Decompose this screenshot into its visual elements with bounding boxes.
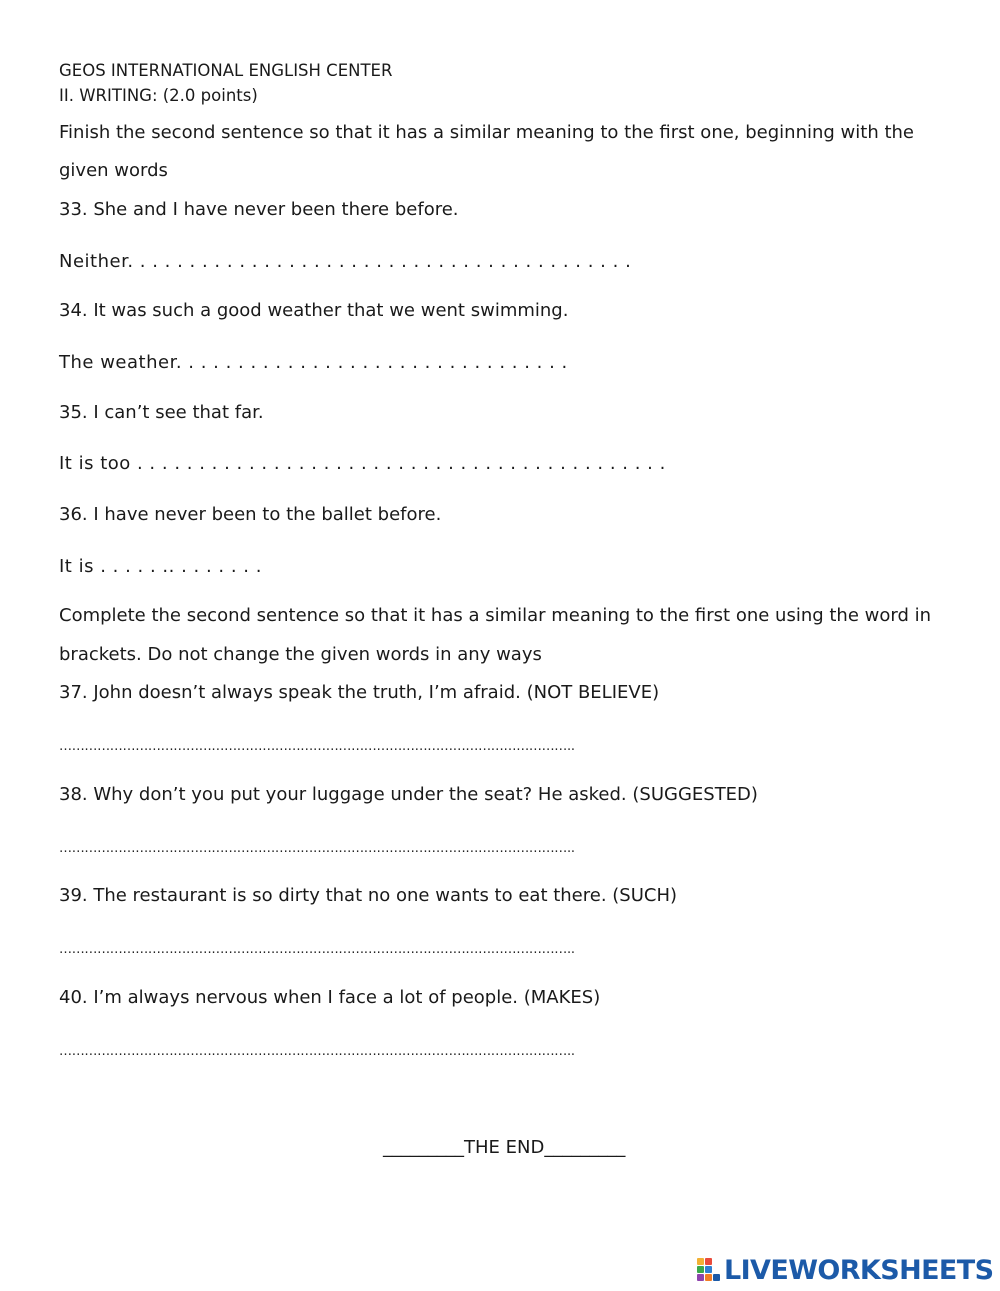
instruction-part2-line1: Complete the second sentence so that it has a similar meaning to the first one using the word in [59, 605, 932, 626]
the-end-footer: _________THE END_________ [383, 1137, 626, 1158]
answer-line-37[interactable]: ………………………………………………………………………………………………………….. [59, 739, 575, 754]
answer-line-39[interactable]: ………………………………………………………………………………………………………….. [59, 942, 575, 957]
instruction-part2-line2: brackets. Do not change the given words in any ways [59, 644, 542, 665]
section-title: II. WRITING: (2.0 points) [59, 86, 258, 105]
instruction-part1-line1: Finish the second sentence so that it has a similar meaning to the first one, beginning with the [59, 122, 914, 143]
answer-line-36[interactable]: It is . . . . . .. . . . . . . . [59, 556, 262, 577]
question-36: 36. I have never been to the ballet before. [59, 504, 442, 525]
logo-text: LIVEWORKSHEETS [724, 1254, 994, 1286]
question-39: 39. The restaurant is so dirty that no one wants to eat there. (SUCH) [59, 885, 678, 906]
answer-line-35[interactable]: It is too . . . . . . . . . . . . . . . . . . . . . . . . . . . . . . . . . . . . . . . . . . . [59, 453, 666, 474]
instruction-part1-line2: given words [59, 160, 168, 181]
answer-line-38[interactable]: ………………………………………………………………………………………………………….. [59, 841, 575, 856]
question-35: 35. I can’t see that far. [59, 402, 264, 423]
school-name: GEOS INTERNATIONAL ENGLISH CENTER [59, 61, 393, 80]
answer-line-33[interactable]: Neither. . . . . . . . . . . . . . . . . . . . . . . . . . . . . . . . . . . . . . . . . [59, 251, 632, 272]
question-34: 34. It was such a good weather that we went swimming. [59, 300, 569, 321]
question-38: 38. Why don’t you put your luggage under the seat? He asked. (SUGGESTED) [59, 784, 758, 805]
answer-line-40[interactable]: ………………………………………………………………………………………………………….. [59, 1044, 575, 1059]
question-40: 40. I’m always nervous when I face a lot of people. (MAKES) [59, 987, 601, 1008]
question-33: 33. She and I have never been there before. [59, 199, 459, 220]
liveworksheets-mark-icon [697, 1258, 721, 1282]
liveworksheets-logo[interactable] [697, 1256, 993, 1284]
answer-line-34[interactable]: The weather. . . . . . . . . . . . . . . . . . . . . . . . . . . . . . . . [59, 352, 568, 373]
question-37: 37. John doesn’t always speak the truth, I’m afraid. (NOT BELIEVE) [59, 682, 660, 703]
